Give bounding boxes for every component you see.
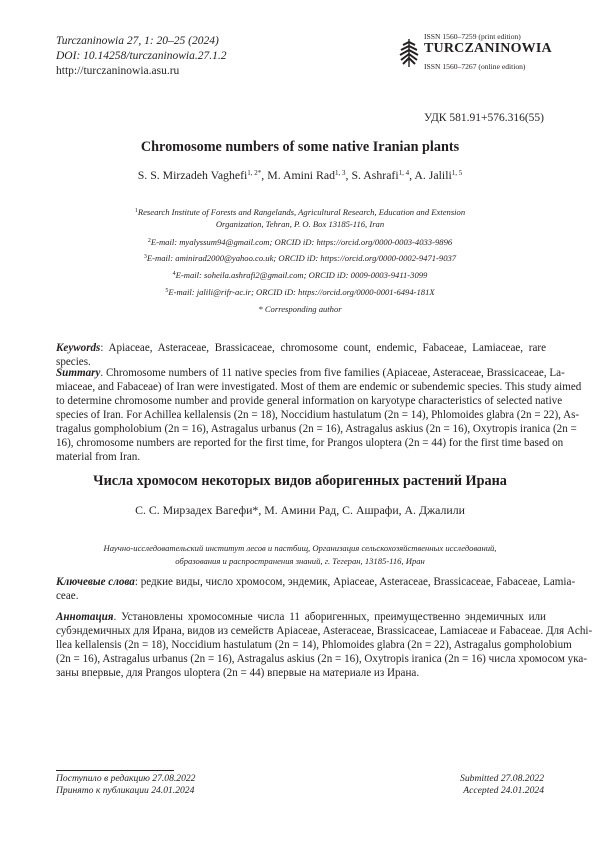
udk-code: УДК 581.91+576.316(55) <box>423 112 544 124</box>
annotation-line <box>56 610 546 624</box>
summary-text: . Chromosome numbers of 11 native species from five families (Apiaceae, Asteraceae, Brassicaceae, La- <box>100 367 565 379</box>
keywords-ru-text: : редкие виды, число хромосом, эндемик, Apiaceae, Asteraceae, Brassicaceae, Fabaceae, Lamia- <box>134 576 576 588</box>
author-email-orcid[interactable]: E-mail: aminirad2000@yahoo.co.uk; ORCID iD: https://orcid.org/0000-0002-9471-9037 <box>146 253 457 263</box>
issn-print: ISSN 1560–7259 (print edition) <box>424 32 521 41</box>
journal-citation <box>56 34 226 79</box>
author-sup: 1, 4 <box>398 169 410 177</box>
author-email-orcid[interactable]: E-mail: soheila.ashrafi2@gmail.com; ORCID iD: 0009-0003-9411-3099 <box>175 270 428 280</box>
affiliation-2 <box>0 236 600 249</box>
keywords-ru-label: Ключевые слова <box>56 576 135 588</box>
affiliation-sup: 5 <box>165 288 169 294</box>
affiliation-sup: 1 <box>134 208 138 214</box>
affiliation-1 <box>0 206 600 230</box>
keywords-ru <box>56 575 576 603</box>
footer-divider <box>56 770 174 771</box>
accepted-date-ru: Принято к публикации 24.01.2024 <box>56 785 195 796</box>
author-name: S. S. Mirzadeh Vaghefi <box>137 168 248 182</box>
author-name: S. Ashrafi <box>351 168 399 182</box>
journal-brand: TURCZANINOWIA <box>424 41 552 56</box>
author-name: A. Jalili <box>414 168 452 182</box>
keywords-en <box>56 341 546 369</box>
author-list-en <box>0 168 600 183</box>
summary-line: to determine chromosome number and provide general information on karyotype characteristics of selected native <box>56 395 563 407</box>
author-sup: 1, 2* <box>247 169 262 177</box>
journal-masthead <box>398 32 552 72</box>
annotation-line: llea kellalensis (2n = 18), Noccidium hastulatum (2n = 14), Phlomoides glabra (2n = 22), Astragalus gompholobium <box>56 639 572 651</box>
affiliation-3 <box>0 252 600 265</box>
issn-online: ISSN 1560–7267 (online edition) <box>424 62 526 71</box>
summary-line: 16), chromosome numbers are reported for the first time, for Prangos uloptera (2n = 44) for the first time based on <box>56 437 564 449</box>
affiliation-ru <box>0 542 600 568</box>
author-sep: , <box>409 168 415 182</box>
summary-line <box>56 366 565 380</box>
footer-dates-ru <box>56 773 195 797</box>
annotation-label: Аннотация <box>56 611 114 623</box>
affiliation-sup: 4 <box>172 271 176 277</box>
article-title-en: Chromosome numbers of some native Iranian plants <box>140 139 460 155</box>
summary-line: material from Iran. <box>56 451 141 463</box>
author-sep: , <box>345 168 352 182</box>
accepted-date-en: Accepted 24.01.2024 <box>463 785 544 796</box>
author-email-orcid[interactable]: E-mail: jalili@rifr-ac.ir; ORCID iD: https://orcid.org/0000-0001-6494-181X <box>168 287 435 297</box>
doi-line: DOI: 10.14258/turczaninowia.27.1.2 <box>56 50 227 62</box>
annotation-line: заны впервые, для Prangos uloptera (2n = 44) впервые на материале из Ирана. <box>56 667 420 679</box>
affiliation-5 <box>0 286 600 299</box>
keywords-ru-line <box>56 575 576 589</box>
corresponding-note-text: * Corresponding author <box>258 304 342 314</box>
summary-line: species of Iran. For Achillea kellalensis (2n = 18), Noccidium hastulatum (2n = 14), Phlomoides glabra (2n = 22), As- <box>56 409 580 421</box>
summary-label: Summary <box>56 367 101 379</box>
journal-volume-line: Turczaninowia 27, 1: 20–25 (2024) <box>56 35 219 47</box>
affiliation-ru-line: Научно-исследовательский институт лесов и пастбищ, Организация сельскохозяйственных исследований, <box>103 543 497 553</box>
author-name: M. Amini Rad <box>267 168 336 182</box>
author-list-ru: С. С. Мирзадех Вагефи*, М. Амини Рад, С. Ашрафи, А. Джалили <box>135 503 465 517</box>
annotation-line: субэндемичных для Ирана, видов из семейств Apiaceae, Asteraceae, Brassicaceae, Lamiaceae и Fabaceae. Для Achi- <box>56 625 593 637</box>
keywords-label: Keywords <box>56 342 101 354</box>
submitted-date-en: Submitted 27.08.2022 <box>460 773 544 784</box>
annotation-line: (2n = 16), Astragalus urbanus (2n = 16), Astragalus askius (2n = 16), Oxytropis iranica (2n = 16) числа хромосом ука- <box>56 653 588 665</box>
affiliation-sup: 3 <box>143 254 147 260</box>
affiliation-sup: 2 <box>147 238 151 244</box>
corresponding-author-note <box>0 304 600 316</box>
journal-url-link[interactable]: http://turczaninowia.asu.ru <box>56 65 180 77</box>
annotation-ru <box>56 610 593 680</box>
summary-en <box>56 366 582 464</box>
author-sup: 1, 3 <box>335 169 346 177</box>
fern-frond-icon <box>398 36 420 68</box>
summary-line: miaceae, and Fabaceae) of Iran were investigated. Most of them are endemic or subendemic species. This study aimed <box>56 381 582 393</box>
submitted-date-ru: Поступило в редакцию 27.08.2022 <box>56 773 196 784</box>
article-title-ru: Числа хромосом некоторых видов аборигенных растений Ирана <box>93 473 507 489</box>
keywords-text: : Apiaceae, Asteraceae, Brassicaceae, chromosome count, endemic, Fabaceae, Lamiaceae, rare species. <box>56 342 546 368</box>
affiliation-line: Organization, Tehran, P. O. Box 13185-116, Iran <box>215 218 385 229</box>
author-email-orcid[interactable]: E-mail: myalyssum94@gmail.com; ORCID iD: https://orcid.org/0000-0003-4033-9896 <box>150 237 453 247</box>
summary-line: tragalus gompholobium (2n = 16), Astragalus urbanus (2n = 16), Astragalus askius (2n = 16), Oxytropis iranica (2n = <box>56 423 577 435</box>
affiliation-4 <box>0 269 600 282</box>
affiliation-line: Research Institute of Forests and Rangelands, Agricultural Research, Education and Extension <box>137 207 466 217</box>
keywords-ru-line: ceae. <box>56 590 79 602</box>
annotation-text: . Установлены хромосомные числа 11 аборигенных, преимущественно эндемичных или <box>113 611 546 623</box>
affiliation-ru-line: образования и распространения знаний, г. Тегеран, 13185-116, Иран <box>175 556 425 566</box>
footer-dates-en <box>460 773 544 797</box>
author-sup: 1, 5 <box>451 169 463 177</box>
author-sep: , <box>261 168 268 182</box>
